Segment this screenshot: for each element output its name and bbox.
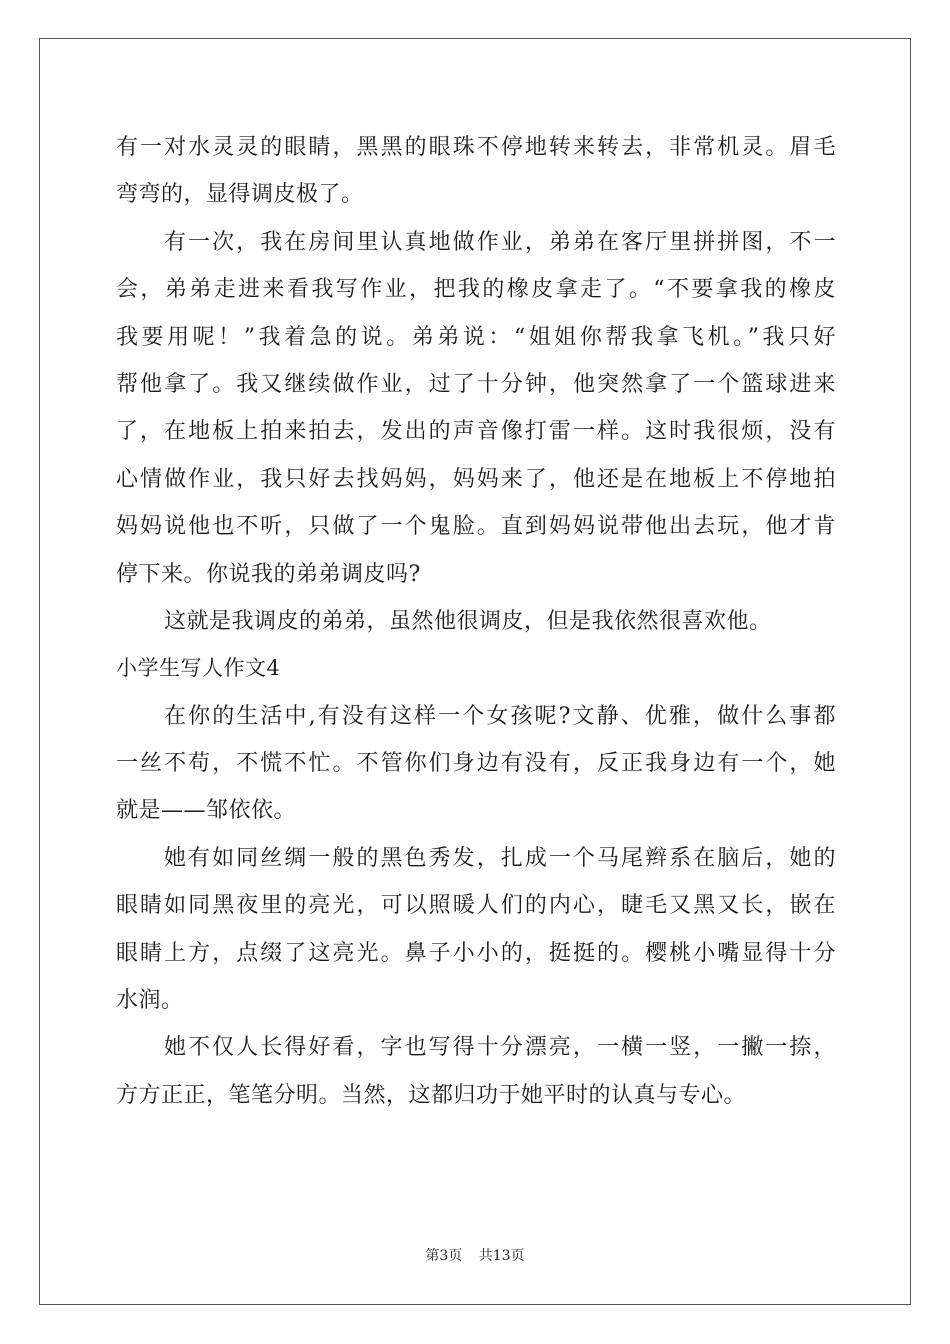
text-line: 会，弟弟走进来看我写作业，把我的橡皮拿走了。“不要拿我的橡皮 xyxy=(116,277,836,303)
text-line: 停下来。你说我的弟弟调皮吗? xyxy=(116,561,421,587)
section-heading: 小学生写人作文4 xyxy=(116,656,281,681)
text-line: 我要用呢！”我着急的说。弟弟说：“姐姐你帮我拿飞机。”我只好 xyxy=(116,324,836,350)
text-line: 有一次，我在房间里认真地做作业，弟弟在客厅里拼拼图，不一 xyxy=(164,229,836,255)
text-line: 一丝不苟，不慌不忙。不管你们身边有没有，反正我身边有一个，她 xyxy=(116,751,836,777)
text-line: 水润。 xyxy=(116,988,184,1014)
page-total: 共13页 xyxy=(478,1248,525,1264)
text-line: 方方正正，笔笔分明。当然，这都归功于她平时的认真与专心。 xyxy=(116,1082,747,1108)
text-line: 弯弯的，显得调皮极了。 xyxy=(116,182,364,208)
text-line: 眼睛上方，点缀了这亮光。鼻子小小的，挺挺的。樱桃小嘴显得十分 xyxy=(116,940,836,966)
text-line: 在你的生活中,有没有这样一个女孩呢?文静、优雅，做什么事都 xyxy=(164,703,836,729)
text-line: 就是——邹依依。 xyxy=(116,798,297,824)
document-body xyxy=(116,124,836,1119)
page-footer xyxy=(0,1245,950,1265)
page-number: 第3页 xyxy=(425,1248,463,1264)
text-line: 这就是我调皮的弟弟，虽然他很调皮，但是我依然很喜欢他。 xyxy=(164,608,772,634)
text-line: 妈妈说他也不听，只做了一个鬼脸。直到妈妈说带他出去玩，他才肯 xyxy=(116,514,836,540)
text-line: 心情做作业，我只好去找妈妈，妈妈来了，他还是在地板上不停地拍 xyxy=(116,466,836,492)
text-line: 有一对水灵灵的眼睛，黑黑的眼珠不停地转来转去，非常机灵。眉毛 xyxy=(116,135,836,160)
text-line: 她不仅人长得好看，字也写得十分漂亮，一横一竖，一撇一捺， xyxy=(164,1035,836,1061)
text-line: 帮他拿了。我又继续做作业，过了十分钟，他突然拿了一个篮球进来 xyxy=(116,371,836,397)
text-line: 她有如同丝绸一般的黑色秀发，扎成一个马尾辫系在脑后，她的 xyxy=(164,845,836,871)
text-line: 眼睛如同黑夜里的亮光，可以照暖人们的内心，睫毛又黑又长，嵌在 xyxy=(116,893,836,919)
text-line: 了，在地板上拍来拍去，发出的声音像打雷一样。这时我很烦，没有 xyxy=(116,419,836,445)
